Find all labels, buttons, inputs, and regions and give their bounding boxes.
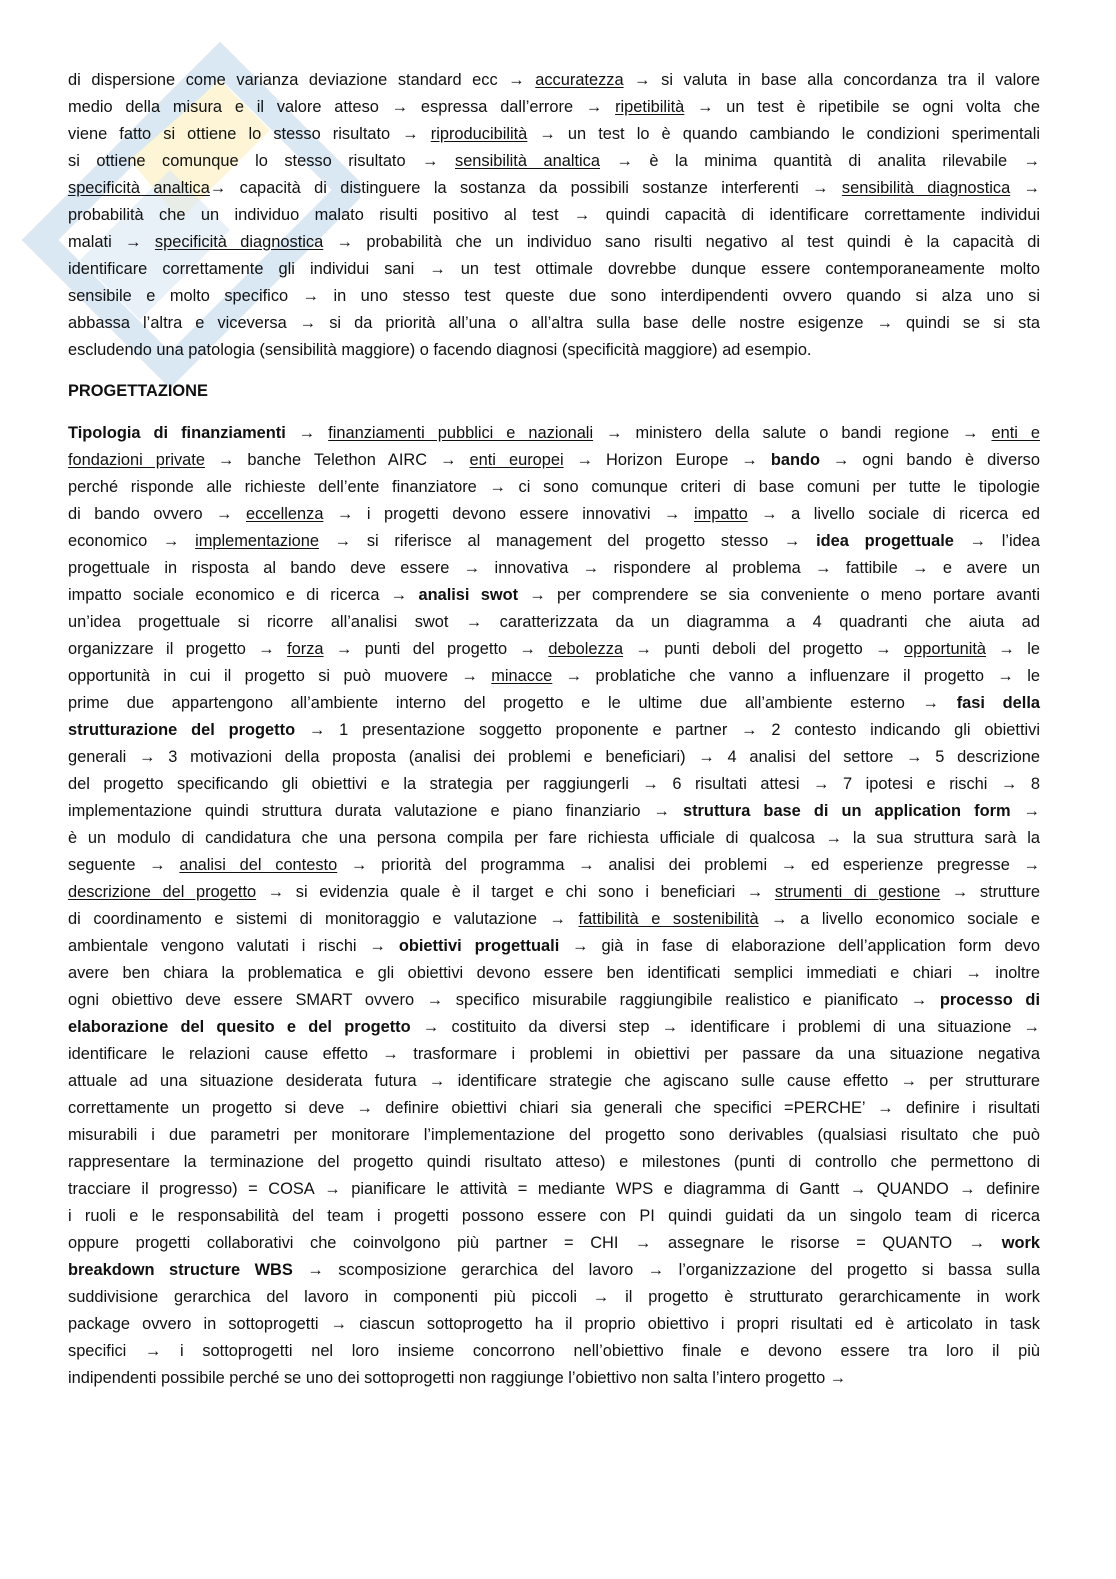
- underlined-term: fattibilità e sostenibilità: [578, 910, 759, 928]
- text-segment: → 1 presentazione soggetto proponente e partner → 2 contesto indicando gli obiettivi: [295, 721, 1040, 739]
- underlined-term: implementazione: [195, 532, 320, 550]
- text-line: [68, 94, 1040, 121]
- document-page: [68, 67, 1040, 1392]
- text-line: [68, 1122, 1040, 1149]
- text-line: [68, 582, 1040, 609]
- underlined-term: strumenti di gestione: [774, 883, 941, 901]
- text-line: [68, 1014, 1040, 1041]
- text-segment: →: [1010, 179, 1040, 197]
- underlined-term: impatto: [693, 505, 748, 523]
- text-segment: → si riferisce al management del progetto stesso →: [319, 532, 817, 550]
- text-segment: impatto sociale economico e di ricerca →: [68, 586, 419, 604]
- text-segment: oppure progetti collaborativi che coinvolgono più partner = CHI → assegnare le risorse = QUANTO →: [68, 1234, 1002, 1252]
- text-line: [68, 1284, 1040, 1311]
- text-line: [68, 609, 1040, 636]
- text-segment: è un modulo di candidatura che una persona compila per fare richiesta ufficiale di qualcosa → la sua struttura sarà la: [68, 829, 1040, 847]
- underlined-term: sensibilità analtica: [455, 152, 600, 170]
- section-heading-progettazione: PROGETTAZIONE: [68, 382, 208, 400]
- text-line: [68, 933, 1040, 960]
- text-segment: identificare correttamente gli individui sani → un test ottimale dovrebbe dunque essere contemporaneamente molto: [68, 260, 1040, 278]
- text-segment: → punti del progetto →: [323, 640, 549, 658]
- text-segment: misurabili i due parametri per monitorare l’implementazione del progetto sono derivables (qualsiasi risultato che può: [68, 1126, 1040, 1144]
- text-segment: →: [1010, 802, 1040, 820]
- text-segment: di dispersione come varianza deviazione standard ecc →: [68, 71, 536, 89]
- text-segment: malati →: [68, 233, 155, 251]
- text-line: [68, 1203, 1040, 1230]
- text-line: [68, 1230, 1040, 1257]
- text-line: [68, 121, 1040, 148]
- text-line: [68, 310, 1040, 337]
- underlined-term: riproducibilità: [430, 125, 528, 143]
- text-segment: → strutture: [940, 883, 1040, 901]
- text-line: [68, 1149, 1040, 1176]
- paragraph-metrics: [68, 67, 1040, 364]
- text-line: [68, 1041, 1040, 1068]
- text-segment: sensibile e molto specifico → in uno stesso test queste due sono interdipendenti ovvero quando si alza uno si: [68, 287, 1040, 305]
- text-segment: suddivisione gerarchica del lavoro in componenti più piccoli → il progetto è strutturato gerarchicamente in work: [68, 1288, 1040, 1306]
- text-segment: identificare le relazioni cause effetto → trasformare i problemi in obiettivi per passare da una situazione negativa: [68, 1045, 1040, 1063]
- text-segment: implementazione quindi struttura durata valutazione e piano finanziario →: [68, 802, 683, 820]
- text-segment: → ministero della salute o bandi regione →: [593, 424, 992, 442]
- text-segment: rappresentare la terminazione del progetto quindi risultato atteso) e milestones (punti di controllo che permettono di: [68, 1153, 1040, 1171]
- text-line: [68, 148, 1040, 175]
- text-segment: di coordinamento e sistemi di monitoraggio e valutazione →: [68, 910, 579, 928]
- underlined-term: accuratezza: [535, 71, 624, 89]
- text-line: [68, 987, 1040, 1014]
- text-segment: → a livello sociale di ricerca ed: [747, 505, 1040, 523]
- bold-term: bando: [770, 451, 820, 469]
- text-segment: perché risponde alle richieste dell’ente finanziatore → ci sono comunque criteri di base comuni per tutte le tipologie: [68, 478, 1040, 496]
- text-line: [68, 256, 1040, 283]
- text-line: [68, 501, 1040, 528]
- underlined-term: descrizione del progetto: [68, 883, 257, 901]
- text-line: [68, 447, 1040, 474]
- bold-term: processo di: [939, 991, 1041, 1009]
- text-segment: organizzare il progetto →: [68, 640, 288, 658]
- text-segment: → le: [986, 640, 1040, 658]
- bold-term: Tipologia di finanziamenti: [68, 424, 286, 442]
- text-segment: → ogni bando è diverso: [820, 451, 1040, 469]
- text-line: [68, 474, 1040, 501]
- text-segment: viene fatto si ottiene lo stesso risultato →: [68, 125, 431, 143]
- text-segment: si ottiene comunque lo stesso risultato →: [68, 152, 455, 170]
- text-line: [68, 717, 1040, 744]
- underlined-term: analisi del contesto: [179, 856, 338, 874]
- text-segment: → un test lo è quando cambiando le condizioni sperimentali: [527, 125, 1040, 143]
- text-segment: di bando ovvero →: [68, 505, 246, 523]
- text-segment: → si valuta in base alla concordanza tra il valore: [623, 71, 1040, 89]
- text-line: [68, 1311, 1040, 1338]
- text-segment: → scomposizione gerarchica del lavoro → l’organizzazione del progetto si bassa sulla: [292, 1261, 1040, 1279]
- text-line: [68, 960, 1040, 987]
- text-segment: opportunità in cui il progetto si può muovere →: [68, 667, 492, 685]
- text-segment: prime due appartengono all’ambiente interno del progetto e le ultime due all’ambiente esterno →: [68, 694, 957, 712]
- text-line: [68, 825, 1040, 852]
- text-line: [68, 879, 1040, 906]
- underlined-term: specificità diagnostica: [154, 233, 324, 251]
- text-line: [68, 771, 1040, 798]
- text-segment: generali → 3 motivazioni della proposta (analisi dei problemi e beneficiari) → 4 analisi del settore → 5 descrizione: [68, 748, 1040, 766]
- text-segment: tracciare il progresso) = COSA → pianificare le attività = mediante WPS e diagramma di Gantt → QUANDO → definire: [68, 1180, 1040, 1198]
- text-segment: → i progetti devono essere innovativi →: [323, 505, 694, 523]
- text-segment: → Horizon Europe →: [563, 451, 771, 469]
- text-segment: correttamente un progetto si deve → definire obiettivi chiari sia generali che specifici =PERCHE’ → definire i risultati: [68, 1099, 1040, 1117]
- text-segment: → probabilità che un individuo sano risulti negativo al test quindi è la capacità di: [323, 233, 1040, 251]
- text-line: [68, 690, 1040, 717]
- text-line: [68, 744, 1040, 771]
- text-line: [68, 1365, 1040, 1392]
- bold-term: idea progettuale: [816, 532, 954, 550]
- text-line: [68, 229, 1040, 256]
- text-segment: ogni obiettivo deve essere SMART ovvero → specifico misurabile raggiungibile realistico e pianificato →: [68, 991, 940, 1009]
- text-segment: → si evidenzia quale è il target e chi sono i beneficiari →: [256, 883, 775, 901]
- text-segment: avere ben chiara la problematica e gli obiettivi devono essere ben identificati semplici immediati e chiari → inoltre: [68, 964, 1040, 982]
- text-segment: attuale ad una situazione desiderata futura → identificare strategie che agiscano sulle cause effetto → per strutturare: [68, 1072, 1040, 1090]
- underlined-term: specificità analtica: [68, 179, 210, 197]
- text-segment: medio della misura e il valore atteso → espressa dall’errore →: [68, 98, 616, 116]
- text-segment: specifici → i sottoprogetti nel loro insieme concorrono nell’obiettivo finale e devono essere tra loro il più: [68, 1342, 1040, 1360]
- bold-term: elaborazione del quesito e del progetto: [68, 1018, 411, 1036]
- text-segment: escludendo una patologia (sensibilità maggiore) o facendo diagnosi (specificità maggiore) ad esempio.: [68, 341, 812, 359]
- text-segment: ambientale vengono valutati i rischi →: [68, 937, 399, 955]
- underlined-term: forza: [287, 640, 324, 658]
- text-segment: indipendenti possibile perché se uno dei sottoprogetti non raggiunge l’obiettivo non salta l’intero progetto →: [68, 1369, 847, 1387]
- text-line: [68, 337, 1040, 364]
- text-segment: → per comprendere se sia conveniente o meno portare avanti: [518, 586, 1040, 604]
- underlined-term: enti europei: [469, 451, 564, 469]
- underlined-term: eccellenza: [245, 505, 324, 523]
- text-line: [68, 798, 1040, 825]
- text-segment: → a livello economico sociale e: [758, 910, 1040, 928]
- bold-term: struttura base di un application form: [682, 802, 1011, 820]
- text-segment: del progetto specificando gli obiettivi e la strategia per raggiungerli → 6 risultati attesi → 7 ipotesi e rischi → 8: [68, 775, 1040, 793]
- underlined-term: finanziamenti pubblici e nazionali: [328, 424, 594, 442]
- bold-term: strutturazione del progetto: [68, 721, 296, 739]
- text-line: [68, 283, 1040, 310]
- text-segment: package ovvero in sottoprogetti → ciascun sottoprogetto ha il proprio obiettivo i propri risultati ed è articolato in task: [68, 1315, 1040, 1333]
- text-line: [68, 852, 1040, 879]
- text-line: [68, 1338, 1040, 1365]
- bold-term: fasi della: [956, 694, 1041, 712]
- text-segment: probabilità che un individuo malato risulti positivo al test → quindi capacità di identificare correttamente individui: [68, 206, 1040, 224]
- underlined-term: opportunità: [904, 640, 987, 658]
- underlined-term: debolezza: [548, 640, 624, 658]
- text-line: [68, 1176, 1040, 1203]
- underlined-term: minacce: [491, 667, 553, 685]
- text-segment: → è la minima quantità di analita rilevabile →: [599, 152, 1040, 170]
- text-segment: → priorità del programma → analisi dei problemi → ed esperienze pregresse →: [337, 856, 1040, 874]
- text-segment: abbassa l’altra e viceversa → si da priorità all’una o all’altra sulla base delle nostre esigenze → quindi se si sta: [68, 314, 1040, 332]
- bold-term: work: [1001, 1234, 1040, 1252]
- text-line: [68, 906, 1040, 933]
- text-line: [68, 636, 1040, 663]
- paragraph-progettazione: [68, 420, 1040, 1392]
- text-segment: → problatiche che vanno a influenzare il progetto → le: [552, 667, 1040, 685]
- text-segment: seguente →: [68, 856, 180, 874]
- underlined-term: ripetibilità: [615, 98, 685, 116]
- text-segment: un’idea progettuale si ricorre all’analisi swot → caratterizzata da un diagramma a 4 quadranti che aiuta ad: [68, 613, 1040, 631]
- text-line: [68, 1257, 1040, 1284]
- text-line: [68, 663, 1040, 690]
- text-line: [68, 202, 1040, 229]
- underlined-term: fondazioni private: [68, 451, 205, 469]
- bold-term: analisi swot: [418, 586, 519, 604]
- text-line: [68, 555, 1040, 582]
- text-line: [68, 420, 1040, 447]
- text-segment: i ruoli e le responsabilità del team i progetti possono essere con PI quindi guidati da un singolo team di ricerca: [68, 1207, 1040, 1225]
- underlined-term: enti e: [991, 424, 1040, 442]
- bold-term: breakdown structure WBS: [68, 1261, 293, 1279]
- underlined-term: sensibilità diagnostica: [841, 179, 1011, 197]
- bold-term: obiettivi progettuali: [398, 937, 560, 955]
- text-segment: → capacità di distinguere la sostanza da possibili sostanze interferenti →: [209, 179, 842, 197]
- text-segment: →: [285, 424, 329, 442]
- text-segment: → un test è ripetibile se ogni volta che: [684, 98, 1041, 116]
- text-segment: economico →: [68, 532, 196, 550]
- text-line: [68, 175, 1040, 202]
- text-segment: → punti deboli del progetto →: [623, 640, 904, 658]
- text-line: [68, 1068, 1040, 1095]
- text-segment: → già in fase di elaborazione dell’application form devo: [559, 937, 1040, 955]
- text-line: [68, 1095, 1040, 1122]
- text-segment: → l’idea: [953, 532, 1040, 550]
- text-segment: → banche Telethon AIRC →: [204, 451, 470, 469]
- text-segment: → costituito da diversi step → identificare i problemi di una situazione →: [410, 1018, 1040, 1036]
- text-segment: progettuale in risposta al bando deve essere → innovativa → rispondere al problema → fattibile → e avere un: [68, 559, 1040, 577]
- text-line: [68, 67, 1040, 94]
- text-line: [68, 528, 1040, 555]
